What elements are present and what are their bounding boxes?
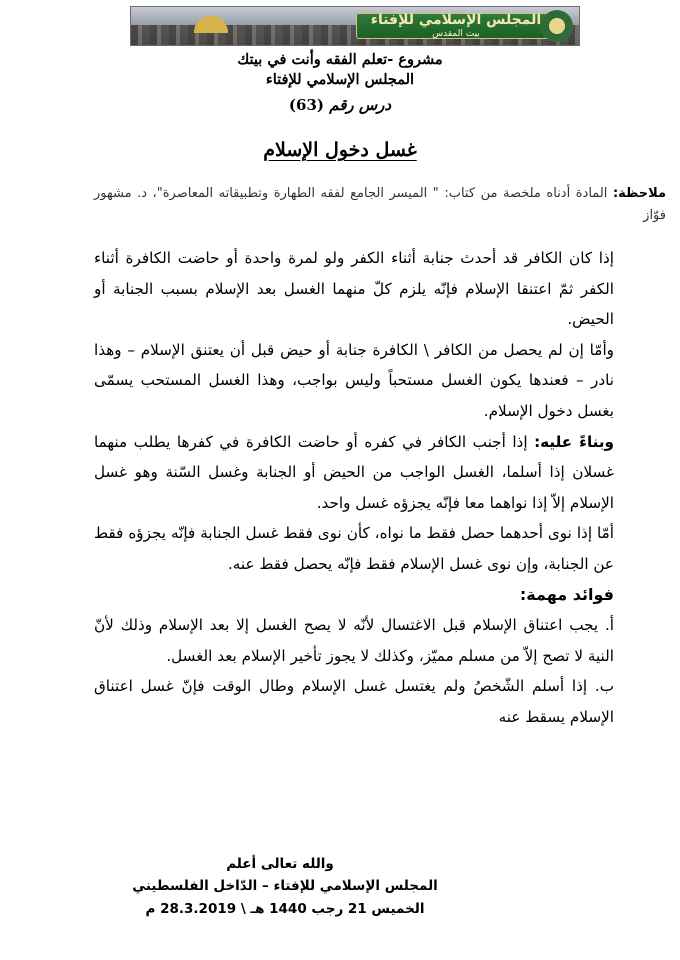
header-banner xyxy=(130,6,580,46)
benefit-a: أ. يجب اعتناق الإسلام قبل الاغتسال لأنّه لا يصح الغسل إلا بعد الإسلام وذلك لأنّ النية لا تصح إلاّ من مسلم مميّز، وكذلك لا يجوز تأخير الإسلام بعد الغسل. xyxy=(94,616,614,665)
paragraph-2: وأمّا إن لم يحصل من الكافر \ الكافرة جنابة أو حيض قبل أن يعتنق الإسلام – وهذا نادر – فعندها يكون الغسل مستحباً وليس بواجب، وهذا الغسل المستحب يسمّى بغسل دخول الإسلام. xyxy=(94,340,614,420)
closing-phrase: والله تعالى أعلم xyxy=(226,856,334,872)
dome-of-the-rock-image xyxy=(191,13,231,33)
council-emblem-icon xyxy=(541,10,573,42)
note-label: ملاحظة: xyxy=(612,186,666,201)
banner-title: المجلس الإسلامي للإفتاء xyxy=(370,12,542,28)
benefit-b: ب. إذا أسلم الشّخصُ ولم يغتسل غسل الإسلام وطال الوقت فإنّ غسل اعتناق الإسلام يسقط عنه xyxy=(94,677,614,726)
lesson-body xyxy=(94,243,614,733)
paragraph-3-text: إذا أجنب الكافر في كفره أو حاضت الكافرة في كفرها يطلب منهما غسلان إذا أسلما، الغسل الواجب من الحيض أو الجنابة وغسل السّنة وهو غسل الإسلام إلاّ إذا نواهما معا فإنّه يجزؤه غسل واحد. xyxy=(94,432,614,512)
project-title: مشروع -تعلم الفقه وأنت في بيتك xyxy=(237,51,443,68)
footer-date: الخميس 21 رجب 1440 هـ \ 28.3.2019 م xyxy=(145,901,425,917)
source-note xyxy=(94,183,666,227)
banner-subtitle: بيت المقدس xyxy=(432,29,480,39)
paragraph-3-label: وبناءً عليه: xyxy=(534,432,614,451)
paragraph-1: إذا كان الكافر قد أحدث جنابة أثناء الكفر ولو لمرة واحدة أو حاضت الكافرة أثناء الكفر ثمّ اعتنقا الإسلام فإنّه يلزم كلّ منهما الغسل بعد الإسلام بسبب الجنابة أو الحيض. xyxy=(94,249,614,329)
lesson-label: درس رقم xyxy=(329,96,392,114)
paragraph-3 xyxy=(94,427,614,519)
paragraph-4: أمّا إذا نوى أحدهما حصل فقط ما نواه، كأن نوى فقط غسل الجنابة فإنّه يجزؤه فقط عن الجنابة، وإن نوى غسل الإسلام فقط فإنّه يحصل فقط عنه. xyxy=(94,524,614,573)
note-text: المادة أدناه ملخصة من كتاب: " الميسر الجامع لفقه الطهارة وتطبيقاته المعاصرة"، د. مشهور فوّاز xyxy=(94,186,666,223)
benefits-heading: فوائد مهمة: xyxy=(519,584,614,604)
lesson-number xyxy=(0,96,680,114)
page-title: غسل دخول الإسلام xyxy=(263,139,417,161)
footer-council: المجلس الإسلامي للإفتاء – الدّاخل الفلسطيني xyxy=(132,878,438,894)
lesson-number-value: (63) xyxy=(288,96,324,114)
council-name: المجلس الإسلامي للإفتاء xyxy=(265,71,415,88)
